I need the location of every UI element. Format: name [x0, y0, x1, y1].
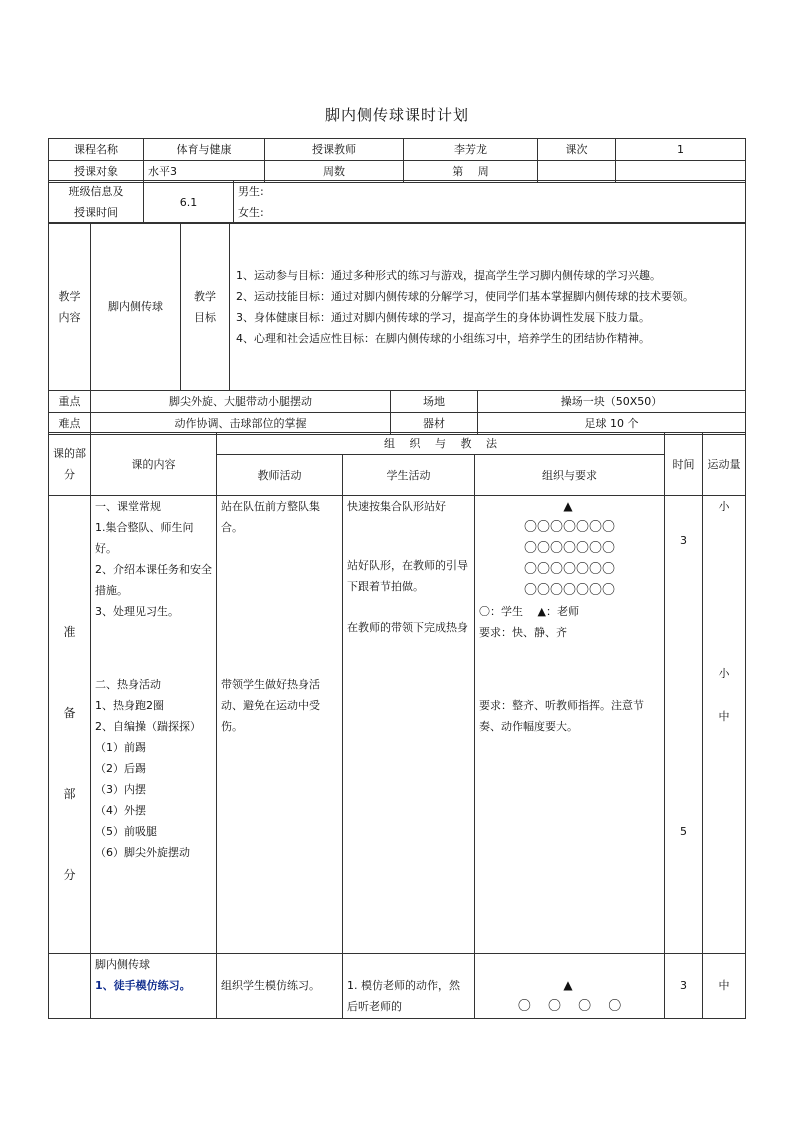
- warmup-item: （5）前吸腿: [95, 825, 157, 838]
- main-item: 1、徒手模仿练习。: [95, 979, 191, 992]
- goal-label-2: 目标: [194, 310, 216, 324]
- main-section-title: 脚内侧传球: [95, 958, 150, 971]
- target-label: 授课对象: [49, 161, 144, 183]
- course-name-value: 体育与健康: [144, 139, 265, 161]
- routine-item: 3、处理见习生。: [95, 605, 179, 618]
- goal-item: 3、身体健康目标：通过对脚内侧传球的学习，提高学生的身体协调性发展下肢力量。: [236, 310, 650, 324]
- difficulty-value: 动作协调、击球部位的掌握: [91, 413, 391, 435]
- part-header: 课的部分: [49, 433, 91, 496]
- routine-item: 一、课堂常规: [95, 500, 161, 513]
- warmup-item: （3）内摆: [95, 783, 146, 796]
- key-point-value: 脚尖外旋、大腿带动小腿摆动: [91, 391, 391, 413]
- student-activity-header: 学生活动: [343, 455, 475, 496]
- teacher-label: 授课教师: [265, 139, 404, 161]
- routine-list: [95, 496, 212, 622]
- teacher-marker: ▲: [563, 978, 576, 992]
- class-info-table: [48, 180, 746, 224]
- warmup-requirement: 要求：整齐、听教师指挥。注意节奏、动作幅度要大。: [479, 699, 644, 733]
- teacher-marker: ▲: [563, 499, 576, 513]
- goal-item: 1、运动参与目标：通过多种形式的练习与游戏，提高学生学习脚内侧传球的学习兴趣。: [236, 268, 661, 282]
- part-char: 准: [63, 624, 76, 639]
- week-label: 周数: [265, 161, 404, 183]
- venue-value: 操场一块（50X50）: [478, 391, 746, 413]
- time-value: 3: [680, 534, 688, 547]
- teaching-content-table: [48, 222, 746, 391]
- warmup-item: （6）脚尖外旋摆动: [95, 846, 190, 859]
- student-row: 〇 〇 〇 〇: [517, 999, 622, 1014]
- part-char: 备: [63, 705, 76, 720]
- routine-item: 1.集合整队、师生问好。: [95, 521, 194, 555]
- target-value: 水平3: [144, 161, 265, 183]
- load-header: 运动量: [703, 433, 746, 496]
- content-topic: 脚内侧传球: [91, 223, 181, 391]
- warmup-teacher-activity: 带领学生做好热身活动、避免在运动中受伤。: [221, 678, 320, 733]
- page-title: 脚内侧传球课时计划: [324, 106, 469, 124]
- difficulty-label: 难点: [49, 413, 91, 435]
- goal-item: 2、运动技能目标：通过对脚内侧传球的分解学习，使同学们基本掌握脚内侧传球的技术要领。: [236, 289, 694, 303]
- warmup-list: [95, 674, 212, 863]
- student-row: 〇〇〇〇〇〇〇: [524, 520, 616, 535]
- warmup-item: （4）外摆: [95, 804, 146, 817]
- week-value: 第 周: [404, 161, 538, 183]
- requirements-header: 组织与要求: [475, 455, 665, 496]
- goal-label: 教学: [194, 289, 216, 303]
- diagram-legend: 〇：学生 ▲：老师: [479, 605, 579, 618]
- warmup-item: 二、热身活动: [95, 678, 161, 691]
- routine-student-follow: 站好队形，在教师的引导下跟着节拍做。: [347, 559, 468, 593]
- main-teacher-activity: 组织学生模仿练习。: [221, 979, 320, 992]
- time-value: 5: [680, 825, 688, 838]
- warmup-item: 1、热身跑2圈: [95, 699, 164, 712]
- class-time-label: 授课时间: [74, 206, 118, 219]
- content-label-2: 内容: [58, 310, 81, 324]
- lesson-number-label: 课次: [538, 139, 616, 161]
- routine-item: 2、介绍本课任务和安全措施。: [95, 563, 212, 597]
- part-char: 分: [63, 867, 76, 882]
- teacher-activity-header: 教师活动: [217, 455, 343, 496]
- load-value: 中: [718, 979, 730, 992]
- teacher-value: 李芳龙: [404, 139, 538, 161]
- content-label: 教学: [58, 289, 81, 303]
- venue-label: 场地: [391, 391, 478, 413]
- course-name-label: 课程名称: [49, 139, 144, 161]
- routine-teacher-activity: 站在队伍前方整队集合。: [221, 500, 320, 534]
- warmup-item: （2）后踢: [95, 762, 146, 775]
- key-point-label: 重点: [49, 391, 91, 413]
- load-value: 小: [718, 500, 730, 513]
- class-info-label: 班级信息及: [68, 185, 124, 198]
- routine-student-activity: 快速按集合队形站好: [347, 500, 446, 513]
- empty-cell: [49, 954, 91, 1019]
- time-value: 3: [680, 979, 688, 992]
- boys-count: 男生:: [238, 185, 264, 198]
- lesson-number-value: 1: [616, 139, 746, 161]
- goal-item: 4、心理和社会适应性目标：在脚内侧传球的小组练习中，培养学生的团结协作精神。: [236, 331, 650, 345]
- lesson-plan-table: [48, 432, 746, 1019]
- student-row: 〇〇〇〇〇〇〇: [524, 541, 616, 556]
- load-value: 小: [718, 667, 730, 680]
- warmup-item: （1）前踢: [95, 741, 146, 754]
- main-student-activity: 1. 模仿老师的动作，然后听老师的: [347, 979, 460, 1013]
- content-header: 课的内容: [91, 433, 217, 496]
- equipment-value: 足球 10 个: [478, 413, 746, 435]
- part-char: 部: [63, 786, 76, 801]
- keypoints-table: [48, 390, 746, 435]
- warmup-item: 2、自编操（踹探探）: [95, 720, 201, 733]
- class-value: 6.1: [144, 181, 234, 224]
- equipment-label: 器材: [391, 413, 478, 435]
- student-row: 〇〇〇〇〇〇〇: [524, 562, 616, 577]
- lesson-info-table: [48, 138, 746, 183]
- load-value: 中: [718, 710, 730, 723]
- time-header: 时间: [665, 433, 703, 496]
- student-row: 〇〇〇〇〇〇〇: [524, 583, 616, 598]
- girls-count: 女生:: [238, 206, 264, 219]
- routine-requirement: 要求：快、静、齐: [479, 626, 567, 639]
- warmup-student-activity: 在教师的带领下完成热身: [347, 621, 468, 634]
- organization-header: 组 织 与 教 法: [217, 433, 665, 455]
